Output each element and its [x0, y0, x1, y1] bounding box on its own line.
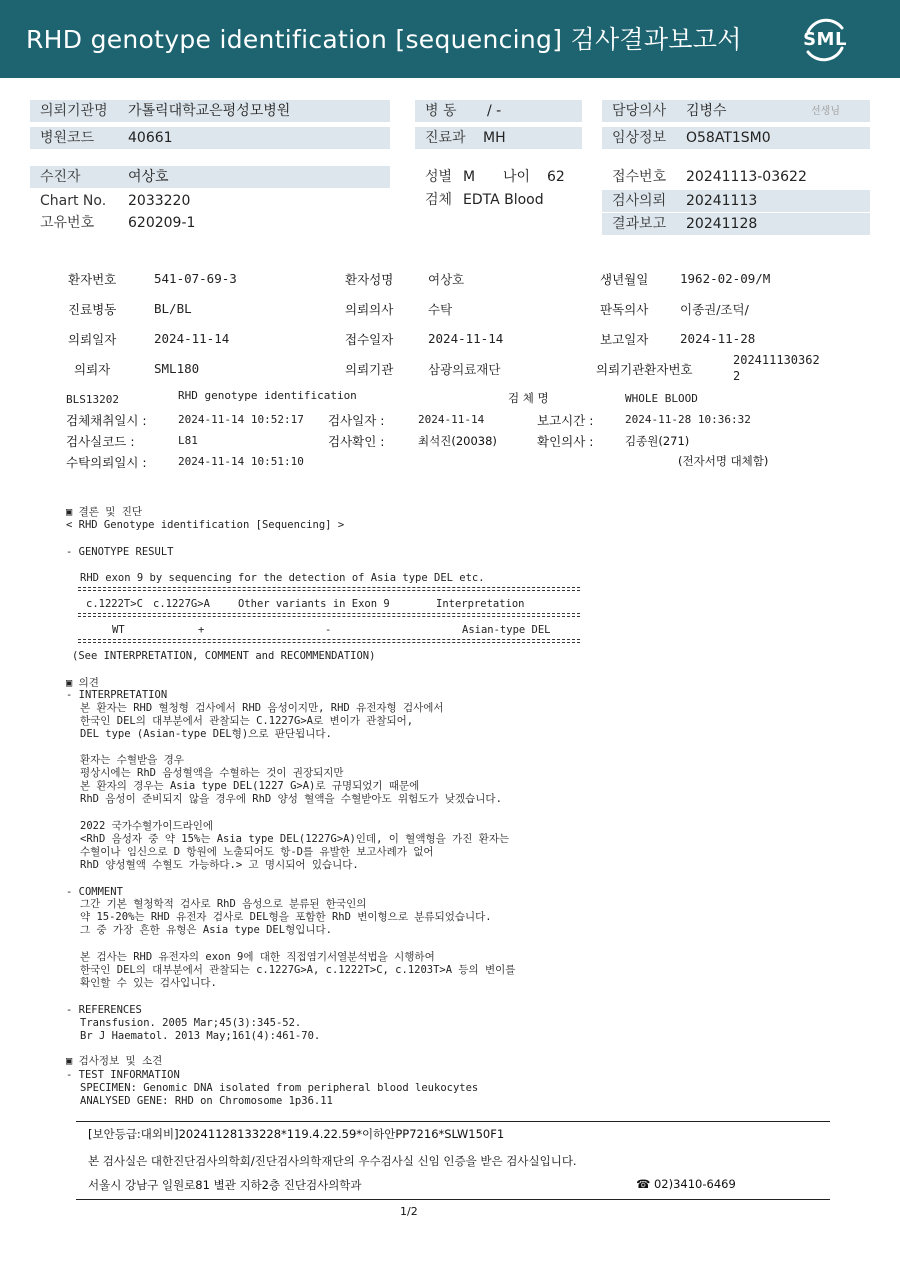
record-label: 생년월일 — [600, 272, 649, 287]
sml-logo — [800, 14, 850, 64]
specimen-value: WHOLE BLOOD — [625, 392, 698, 405]
table-divider — [78, 639, 580, 640]
record-value: 수탁 — [428, 302, 453, 317]
field-suffix: 선생님 — [811, 106, 840, 117]
transfusion-line: 환자는 수혈받을 경우 — [80, 754, 184, 766]
test-code: BLS13202 — [66, 393, 119, 406]
table-header: Interpretation — [436, 598, 525, 610]
test-name: RHD genotype identification — [178, 389, 357, 402]
test-info-specimen: SPECIMEN: Genomic DNA isolated from peripheral blood leukocytes — [80, 1082, 479, 1094]
record-label: 의뢰기관환자번호 — [596, 362, 693, 377]
record-label: 보고일자 — [600, 332, 649, 347]
transfusion-line: 평상시에는 RhD 음성혈액을 수혈하는 것이 권장되지만 — [80, 767, 344, 779]
record-label: 접수일자 — [345, 332, 394, 347]
record-value: 여상호 — [428, 272, 465, 287]
reference-line: Br J Haematol. 2013 May;161(4):461-70. — [80, 1030, 321, 1042]
table-header: c.1222T>C — [86, 598, 143, 610]
record-value: 삼광의료재단 — [428, 362, 501, 377]
logo-text: SML — [803, 29, 847, 50]
phone-line: ☎ 02)3410-6469 — [636, 1177, 736, 1191]
esign-note: (전자서명 대체함) — [678, 454, 769, 468]
record-value: 1962-02-09/M — [680, 271, 771, 286]
security-line: [보안등급:대외비]20241128133228*119.4.22.59*이하안PP7216*SLW150F1 — [88, 1127, 505, 1141]
field-value: MH — [483, 130, 506, 146]
comment-title: - COMMENT — [66, 886, 123, 898]
table-cell: - — [325, 624, 332, 636]
confirm-doc-value: 김종원(271) — [625, 434, 690, 448]
reference-line: Transfusion. 2005 Mar;45(3):345-52. — [80, 1017, 302, 1029]
field-value: 20241128 — [686, 216, 758, 232]
interpretation-line: DEL type (Asian-type DEL형)으로 판단됩니다. — [80, 728, 332, 740]
record-value: SML180 — [154, 361, 200, 376]
footer-rule — [76, 1121, 830, 1122]
see-note: (See INTERPRETATION, COMMENT and RECOMMENDATION) — [72, 650, 376, 662]
report-time-value: 2024-11-28 10:36:32 — [625, 413, 751, 426]
clinical-info-field — [602, 127, 870, 149]
sex-age-field — [415, 166, 582, 188]
test-date-value: 2024-11-14 — [418, 413, 485, 426]
field-label: 검체 — [425, 192, 453, 208]
footer-rule — [76, 1199, 830, 1200]
comment-line: 그 중 가장 흔한 유형은 Asia type DEL형입니다. — [80, 924, 332, 936]
field-label: 병원코드 — [40, 130, 95, 146]
record-label: 의뢰일자 — [68, 332, 117, 347]
field-value: M — [463, 169, 476, 185]
field-label: 접수번호 — [612, 169, 667, 185]
table-divider — [78, 613, 580, 614]
field-value: 62 — [547, 169, 565, 185]
table-cell: WT — [112, 624, 125, 636]
doctor-field — [602, 100, 870, 122]
field-label: Chart No. — [40, 193, 107, 209]
hospital-code-field — [30, 127, 390, 149]
lab-code-value: L81 — [178, 434, 198, 447]
field-label: 고유번호 — [40, 215, 95, 231]
field-label: 검사의뢰 — [612, 193, 667, 209]
record-value: 2024-11-28 — [680, 331, 756, 346]
record-label: 의뢰의사 — [345, 302, 394, 317]
table-divider — [78, 616, 580, 617]
patient-field — [30, 166, 390, 188]
guideline-line: 2022 국가수혈가이드라인에 — [80, 820, 214, 832]
conclusion-subheading: < RHD Genotype identification [Sequencing] > — [66, 519, 345, 531]
interpretation-title: - INTERPRETATION — [66, 689, 168, 701]
record-value: 202411130362 — [733, 353, 820, 367]
field-value: 20241113 — [686, 193, 758, 209]
guideline-line: RhD 양성혈액 수혈도 가능하다.> 고 명시되어 있습니다. — [80, 859, 359, 871]
ward-field — [415, 100, 582, 122]
guideline-line: 수혈이나 임신으로 D 항원에 노출되어도 항-D를 유발한 보고사례가 없어 — [80, 846, 434, 858]
field-label: 담당의사 — [612, 103, 667, 119]
record-label: 진료병동 — [68, 302, 117, 317]
institution-field — [30, 100, 390, 122]
transfusion-line: 본 환자의 경우는 Asia type DEL(1227 G>A)로 규명되었기 때문에 — [80, 780, 420, 792]
comment-line: 그간 기본 혈청학적 검사로 RhD 음성으로 분류된 한국인의 — [80, 898, 367, 910]
record-label: 환자번호 — [68, 272, 117, 287]
record-label: 의뢰자 — [74, 362, 111, 377]
confirm-value: 최석진(20038) — [418, 434, 497, 448]
lab-code-label: 검사실코드 : — [66, 434, 135, 449]
field-label: 임상정보 — [612, 130, 667, 146]
conclusion-heading: ▣ 결론 및 진단 — [66, 506, 143, 518]
field-label: 의뢰기관명 — [40, 103, 108, 119]
receipt-no-field — [602, 166, 870, 188]
field-label: 결과보고 — [612, 216, 667, 232]
record-value: BL/BL — [154, 301, 192, 316]
test-info-title: - TEST INFORMATION — [66, 1069, 180, 1081]
test-info-gene: ANALYSED GENE: RHD on Chromosome 1p36.11 — [80, 1095, 333, 1107]
record-label: 판독의사 — [600, 302, 649, 317]
field-value: 가톨릭대학교은평성모병원 — [128, 103, 291, 119]
department-field — [415, 127, 582, 149]
field-value: 40661 — [128, 130, 173, 146]
record-label: 환자성명 — [345, 272, 394, 287]
test-date-label: 검사일자 : — [328, 413, 385, 428]
consign-value: 2024-11-14 10:51:10 — [178, 455, 304, 468]
address-line: 서울시 강남구 일원로81 별관 지하2층 진단검사의학과 — [88, 1178, 362, 1192]
field-value: O58AT1SM0 — [686, 130, 771, 146]
report-date-field — [602, 213, 870, 235]
collect-value: 2024-11-14 10:52:17 — [178, 413, 304, 426]
field-value: 여상호 — [128, 169, 169, 185]
report-title: RHD genotype identification [sequencing] 검사결과보고서 — [26, 25, 742, 54]
record-value: 이종권/조덕/ — [680, 302, 749, 317]
table-divider — [78, 587, 580, 588]
table-header: c.1227G>A — [153, 598, 210, 610]
certification-line: 본 검사실은 대한진단검사의학회/진단검사의학재단의 우수검사실 신임 인증을 받은 검사실입니다. — [88, 1154, 577, 1168]
test-info-heading: ▣ 검사정보 및 소견 — [66, 1055, 163, 1067]
consign-label: 수탁의뢰일시 : — [66, 455, 147, 470]
references-title: - REFERENCES — [66, 1004, 142, 1016]
page-number: 1/2 — [400, 1205, 418, 1218]
field-value: 620209-1 — [128, 215, 196, 231]
field-label: 병 동 — [425, 103, 457, 119]
table-divider — [78, 590, 580, 591]
collect-label: 검체채취일시 : — [66, 413, 147, 428]
record-value: 2 — [733, 369, 741, 383]
request-date-field — [602, 190, 870, 212]
table-divider — [78, 642, 580, 643]
comment-line: 약 15-20%는 RHD 유전자 검사로 DEL형을 포함한 RhD 변이형으로 분류되었습니다. — [80, 911, 492, 923]
genotype-title: - GENOTYPE RESULT — [66, 546, 174, 558]
confirm-doc-label: 확인의사 : — [537, 434, 594, 449]
table-cell: + — [198, 624, 205, 636]
field-label: 진료과 — [425, 130, 466, 146]
comment-line: 확인할 수 있는 검사입니다. — [80, 977, 217, 989]
field-label: 성별 — [425, 169, 453, 185]
field-value: 2033220 — [128, 193, 191, 209]
field-value: / - — [487, 103, 502, 119]
method-line: RHD exon 9 by sequencing for the detection of Asia type DEL etc. — [80, 572, 485, 584]
field-label: 나이 — [503, 169, 531, 185]
guideline-line: <RhD 음성자 중 약 15%는 Asia type DEL(1227G>A)인데, 이 혈액형을 가진 환자는 — [80, 833, 510, 845]
record-value: 2024-11-14 — [154, 331, 230, 346]
comment-line: 한국인 DEL의 대부분에서 관찰되는 c.1227G>A, c.1222T>C, c.1203T>A 등의 변이를 — [80, 964, 516, 976]
record-value: 2024-11-14 — [428, 331, 504, 346]
interpretation-line: 한국인 DEL의 대부분에서 관찰되는 C.1227G>A로 변이가 관찰되어, — [80, 715, 414, 727]
unique-no-field — [30, 212, 390, 234]
table-header: Other variants in Exon 9 — [238, 598, 390, 610]
comment-line: 본 검사는 RHD 유전자의 exon 9에 대한 직접염기서열분석법을 시행하여 — [80, 951, 435, 963]
report-header — [0, 0, 900, 78]
record-value: 541-07-69-3 — [154, 271, 237, 286]
confirm-label: 검사확인 : — [328, 434, 385, 449]
field-label: 수진자 — [40, 169, 81, 185]
field-value: 20241113-03622 — [686, 169, 807, 185]
report-time-label: 보고시간 : — [537, 413, 594, 428]
table-cell: Asian-type DEL — [462, 624, 551, 636]
transfusion-line: RhD 음성이 준비되지 않을 경우에 RhD 양성 혈액을 수혈받아도 위험도가 낮겠습니다. — [80, 793, 502, 805]
field-value: 김병수 — [686, 103, 727, 119]
opinion-heading: ▣ 의견 — [66, 677, 99, 689]
field-value: EDTA Blood — [463, 192, 544, 208]
specimen-field — [415, 189, 582, 211]
interpretation-line: 본 환자는 RHD 혈청형 검사에서 RHD 음성이지만, RHD 유전자형 검사에서 — [80, 702, 444, 714]
record-label: 의뢰기관 — [345, 362, 394, 377]
chart-no-field — [30, 190, 390, 212]
specimen-label: 검 체 명 — [508, 391, 549, 405]
